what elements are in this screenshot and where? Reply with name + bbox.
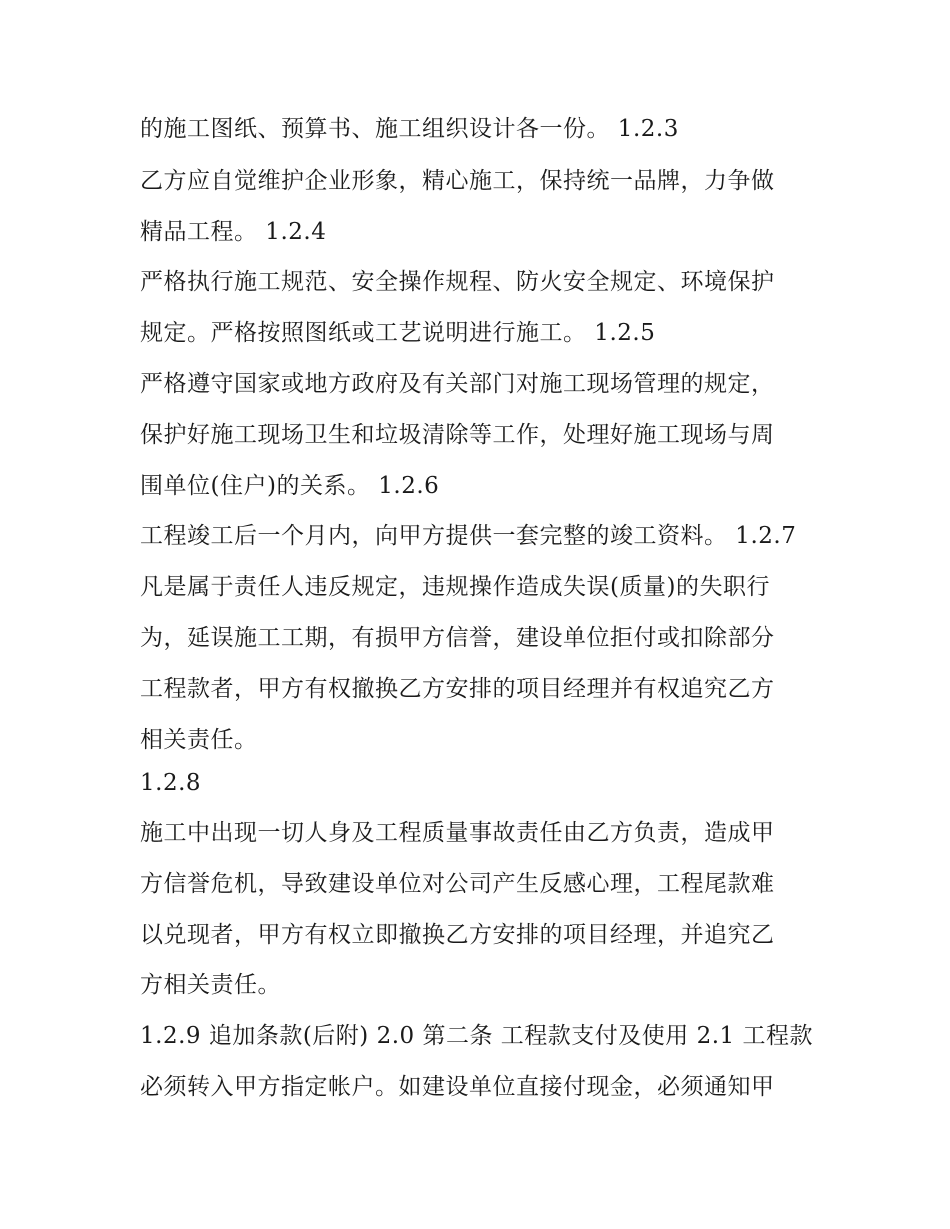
text-line: 保护好施工现场卫生和垃圾清除等工作，处理好施工现场与周 (140, 422, 775, 448)
text-line: 1.2.8 (140, 770, 202, 796)
text-line: 工程款者，甲方有权撤换乙方安排的项目经理并有权追究乙方 (140, 676, 775, 702)
text-line: 施工中出现一切人身及工程质量事故责任由乙方负责，造成甲 (140, 820, 775, 846)
text-line: 严格执行施工规范、安全操作规程、防火安全规定、环境保护 (140, 269, 775, 295)
text-line: 严格遵守国家或地方政府及有关部门对施工现场管理的规定， (140, 371, 775, 397)
text-line: 的施工图纸、预算书、施工组织设计各一份。 1.2.3 (140, 116, 679, 142)
text-line: 工程竣工后一个月内，向甲方提供一套完整的竣工资料。 1.2.7 (140, 523, 797, 549)
text-line: 精品工程。 1.2.4 (140, 219, 327, 245)
text-line: 乙方应自觉维护企业形象，精心施工，保持统一品牌，力争做 (140, 168, 775, 194)
text-line: 必须转入甲方指定帐户。如建设单位直接付现金，必须通知甲 (140, 1074, 775, 1100)
text-line: 规定。严格按照图纸或工艺说明进行施工。 1.2.5 (140, 320, 656, 346)
text-line: 方相关责任。 (140, 972, 281, 998)
text-line: 为，延误施工工期，有损甲方信誉，建设单位拒付或扣除部分 (140, 625, 775, 651)
text-line: 凡是属于责任人违反规定，违规操作造成失误(质量)的失职行 (140, 574, 770, 600)
text-line: 方信誉危机，导致建设单位对公司产生反感心理，工程尾款难 (140, 871, 775, 897)
text-line: 以兑现者，甲方有权立即撤换乙方安排的项目经理，并追究乙 (140, 922, 775, 948)
text-line: 1.2.9 追加条款(后附) 2.0 第二条 工程款支付及使用 2.1 工程款 (140, 1023, 813, 1049)
text-line: 相关责任。 (140, 727, 258, 753)
text-line: 围单位(住户)的关系。 1.2.6 (140, 473, 440, 499)
